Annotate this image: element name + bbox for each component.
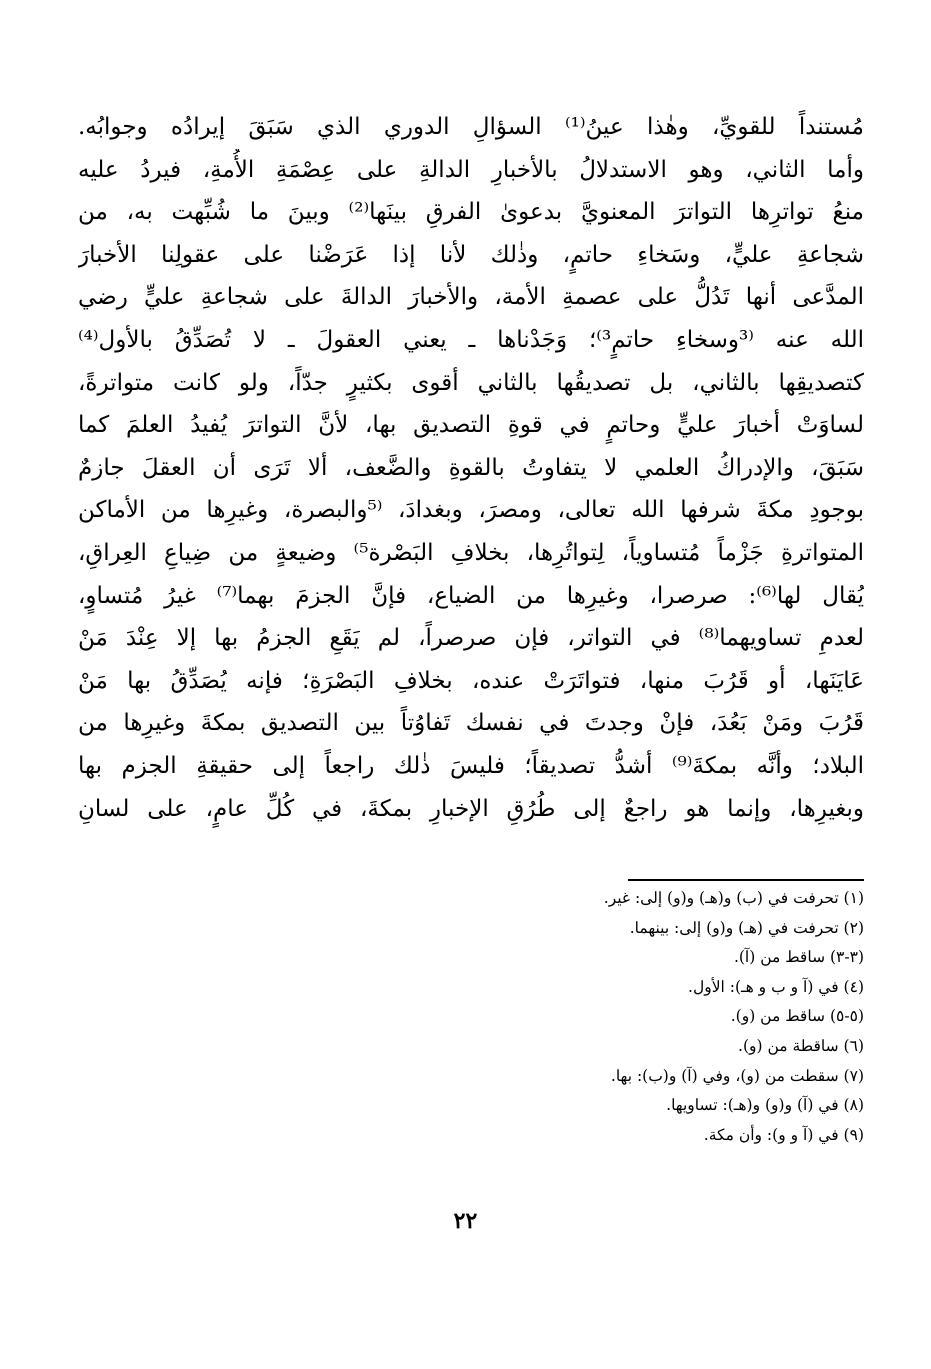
- text-line: سَبَقَ، والإدراكُ العلمي لا يتفاوتُ بالقوةِ والضَّعف، ألا تَرَى أن العقلَ جازمٌ: [78, 454, 864, 481]
- footnote-divider: [628, 879, 864, 881]
- text-line: بوجودِ مكةَ شرفها الله تعالى، ومصرَ، وبغدادَ، ⁽⁵والبصرة، وغيرِها من الأماكن: [78, 497, 864, 524]
- footnote: (٨) في (آ) و(و) و(هـ): تساويها.: [666, 1096, 864, 1115]
- text-line: منعُ تواترِها التواترَ المعنويَّ بدعوىٰ الفرقِ بينَها⁽²⁾ وبينَ ما شُبِّهت به، من: [78, 199, 864, 226]
- text-line: شجاعةِ عليٍّ، وسَخاءِ حاتمٍ، وذٰلك لأنا إذا عَرَضْنا على عقولِنا الأخبارَ: [78, 241, 864, 268]
- footnote: (٤) في (آ و ب و هـ): الأول.: [688, 977, 864, 996]
- text-line: البلاد؛ وأنَّه بمكةَ⁽⁹⁾ أشدُّ تصديقاً؛ فليسَ ذٰلك راجعاً إلى حقيقةِ الجزم بها: [78, 752, 864, 779]
- footnote: (٦) ساقطة من (و).: [738, 1036, 864, 1055]
- text-line: كتصديقِها بالثاني، بل تصديقُها بالثاني أقوى بكثيرٍ جدّاً، ولو كانت متواترةً،: [78, 369, 864, 396]
- text-line: المتواترةِ جَزْماً مُتساوياً، لِتواتُرِها، بخلافِ البَصْرة⁵⁾ وضيعةٍ من ضِياعِ العِراقِ،: [78, 539, 864, 566]
- main-text: [78, 106, 864, 830]
- text-line: وأما الثاني، وهو الاستدلالُ بالأخبارِ الدالةِ على عِصْمَةِ الأُمةِ، فيردُ عليه: [78, 156, 864, 183]
- text-line: لعدمِ تساويهما⁽⁸⁾ في التواتر، فإن صرصراً، لم يَقَعِ الجزمُ بها إلا عِنْدَ مَنْ: [78, 625, 864, 652]
- text-line: وبغيرِها، وإنما هو راجعٌ إلى طُرُقِ الإخبارِ بمكةَ، في كُلِّ عامٍ، على لسانِ: [78, 795, 864, 822]
- text-line: الله عنه ⁽³وسخاءِ حاتمٍ³⁾؛ وَجَدْناها ـ يعني العقولَ ـ لا تُصَدِّقُ بالأول⁽⁴⁾: [78, 326, 864, 353]
- page-number: ٢٢: [453, 1208, 478, 1234]
- text-line: قَرُبَ ومَنْ بَعُدَ، فإنْ وجدتَ في نفسك تَفاوُتاً بين التصديق بمكةَ وغيرِها من: [78, 710, 864, 737]
- text-line: مُستنداً للقويِّ، وهٰذا عينُ⁽¹⁾ السؤالِ الدوري الذي سَبَقَ إيرادُه وجوابُه.: [78, 114, 864, 140]
- footnote: (٢) تحرفت في (هـ) و(و) إلى: بينهما.: [629, 918, 864, 937]
- footnote: (٥-٥) ساقط من (و).: [730, 1007, 864, 1026]
- text-line: يُقال لها⁽⁶⁾: صرصرا، وغيرِها من الضياع، فإنَّ الجزمَ بهما⁽⁷⁾ غيرُ مُتساوٍ،: [78, 582, 864, 609]
- footnote: (١) تحرفت في (ب) و(هـ) و(و) إلى: غير.: [603, 889, 864, 907]
- footnote: (٧) سقطت من (و)، وفي (آ) و(ب): بها.: [610, 1066, 864, 1085]
- footnote: (٣-٣) ساقط من (آ).: [733, 948, 864, 967]
- text-line: لساوَتْ أخبارَ عليٍّ وحاتمٍ في قوةِ التصديق بها، لأنَّ التواترَ يُفيدُ العلمَ كما: [78, 412, 864, 439]
- text-line: المدَّعى أنها تَدُلُّ على عصمةِ الأمة، والأخبارَ الدالةَ على شجاعةِ عليٍّ رضي: [78, 284, 864, 311]
- footnotes: [264, 884, 864, 1150]
- footnote: (٩) في (آ و و): وأن مكة.: [703, 1125, 864, 1144]
- text-line: عَايَنَها، أو قَرُبَ منها، فتواتَرَتْ عنده، بخلافِ البَصْرَةِ؛ فإنه يُصَدِّقُ بها مَنْ: [78, 667, 864, 694]
